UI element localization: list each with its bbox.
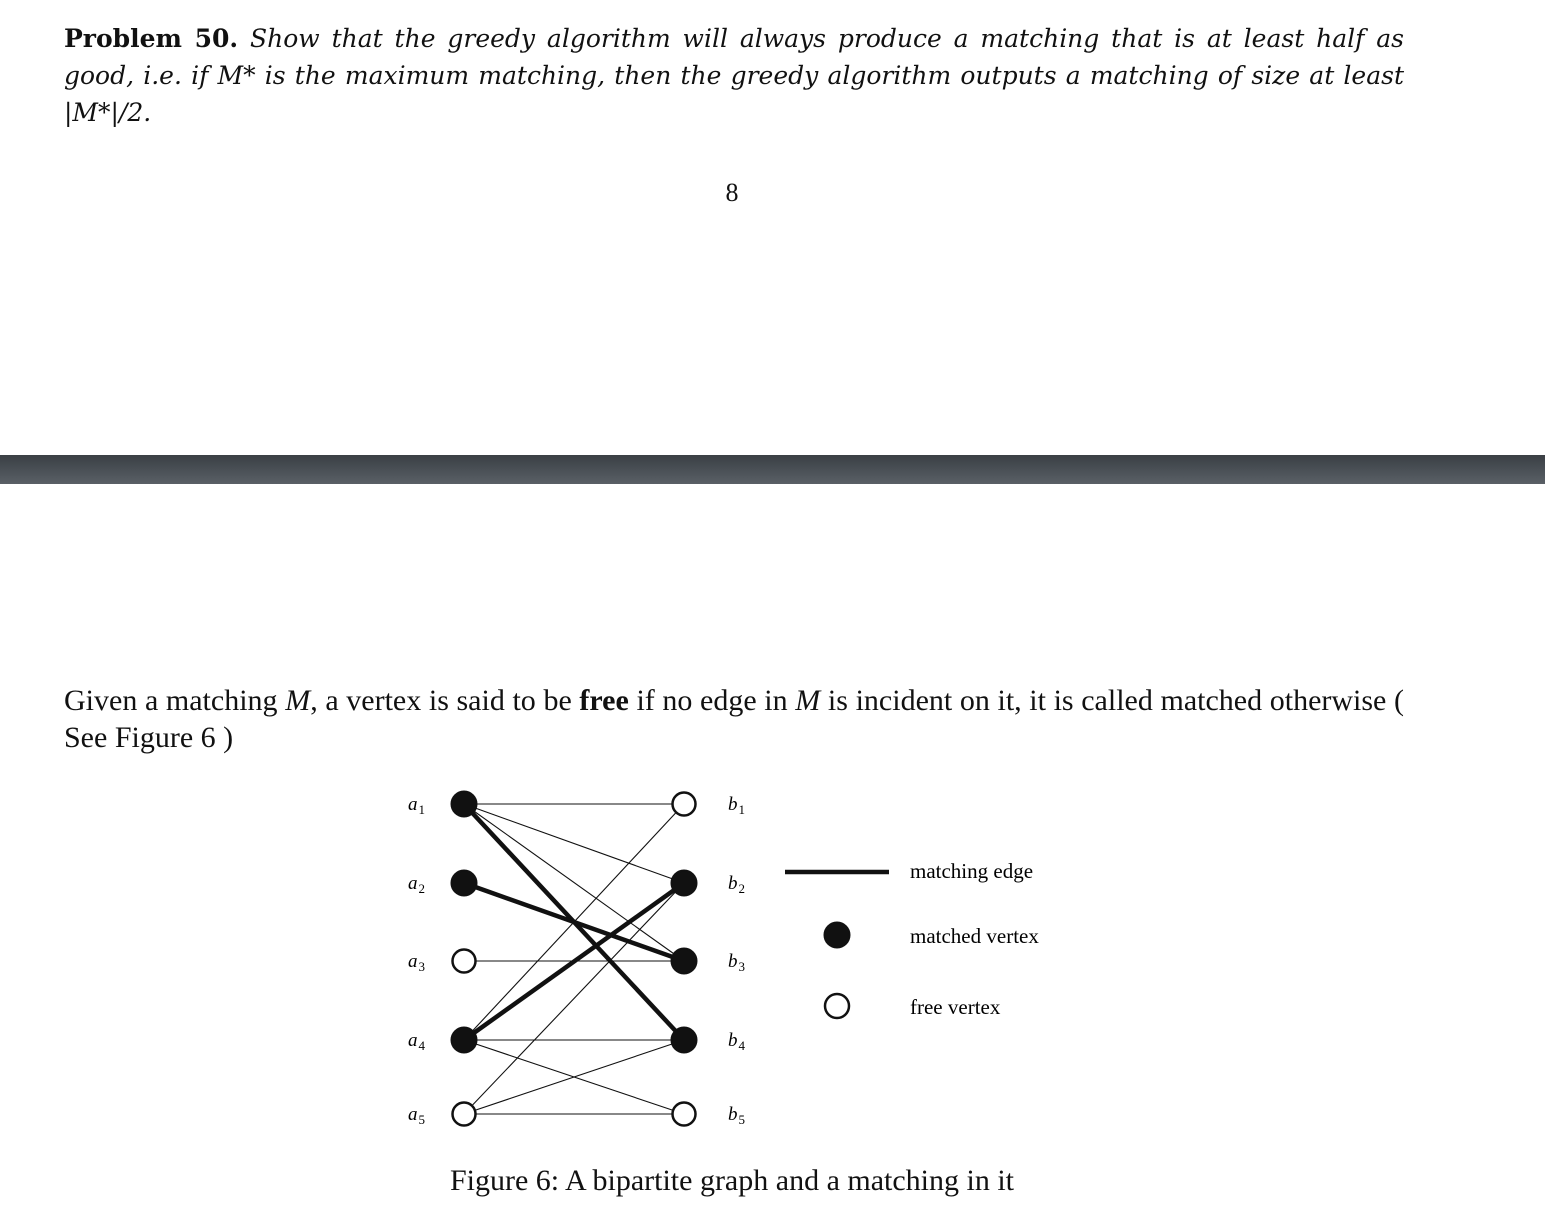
vertex-label-b4: $b_4$	[728, 1030, 745, 1053]
problem-line-3: |M*|/2.	[64, 98, 152, 127]
vertex-label-b2: $b_2$	[728, 873, 745, 896]
definition-var-m: M	[285, 684, 311, 717]
edge-a1-b2	[464, 804, 684, 883]
vertex-b2-matched	[672, 871, 697, 896]
definition-text-2: , a vertex is said to be	[310, 684, 580, 717]
vertex-b3-matched	[672, 949, 697, 974]
definition-var-m-2: M	[795, 684, 821, 717]
vertex-b1-free	[673, 793, 696, 816]
figure-caption: Figure 6: A bipartite graph and a matching in it	[449, 1164, 1015, 1197]
matching-edge-a2-b3	[464, 883, 684, 961]
vertex-label-a1: $a_1$	[408, 794, 425, 817]
vertex-label-b1: $b_1$	[728, 794, 745, 817]
definition-text-4: is incident on it, it is called matched otherwise ( See Figure 6 )	[64, 684, 1405, 754]
edge-a5-b2	[464, 883, 684, 1114]
definition-text-1: Given a matching	[64, 684, 286, 717]
vertex-a3-free	[453, 950, 476, 973]
vertex-b5-free	[673, 1103, 696, 1126]
edges-layer	[464, 804, 684, 1114]
vertex-b4-matched	[672, 1028, 697, 1053]
vertex-label-a4: $a_4$	[408, 1030, 425, 1053]
vertex-label-b5: $b_5$	[728, 1104, 745, 1127]
vertex-label-a5: $a_5$	[408, 1104, 425, 1127]
legend-free-vertex-marker	[825, 994, 849, 1018]
vertices-layer	[452, 792, 697, 1126]
problem-line-1: Show that the greedy algorithm will always produce a matching that is at least half as	[250, 24, 1405, 53]
legend-matched-vertex-label: matched vertex	[910, 924, 1039, 948]
vertex-label-b3: $b_3$	[728, 951, 745, 974]
definition-text-3: if no edge in	[628, 684, 796, 717]
edge-a1-b3	[464, 804, 684, 961]
problem-line-2: good, i.e. if M* is the maximum matching, then the greedy algorithm outputs a matching of size at least	[64, 61, 1404, 90]
problem-label: Problem 50.	[64, 24, 239, 53]
page-number: 8	[725, 178, 739, 207]
vertex-a1-matched	[452, 792, 477, 817]
definition-bold-free: free	[579, 684, 629, 717]
vertex-a5-free	[453, 1103, 476, 1126]
vertex-label-a2: $a_2$	[408, 873, 425, 896]
legend-free-vertex-label: free vertex	[910, 995, 1001, 1019]
legend-matched-vertex-marker	[825, 923, 850, 948]
vertex-label-a3: $a_3$	[408, 951, 425, 974]
vertex-a4-matched	[452, 1028, 477, 1053]
legend	[785, 859, 1039, 1019]
vertex-a2-matched	[452, 871, 477, 896]
legend-matching-edge-label: matching edge	[910, 859, 1034, 883]
